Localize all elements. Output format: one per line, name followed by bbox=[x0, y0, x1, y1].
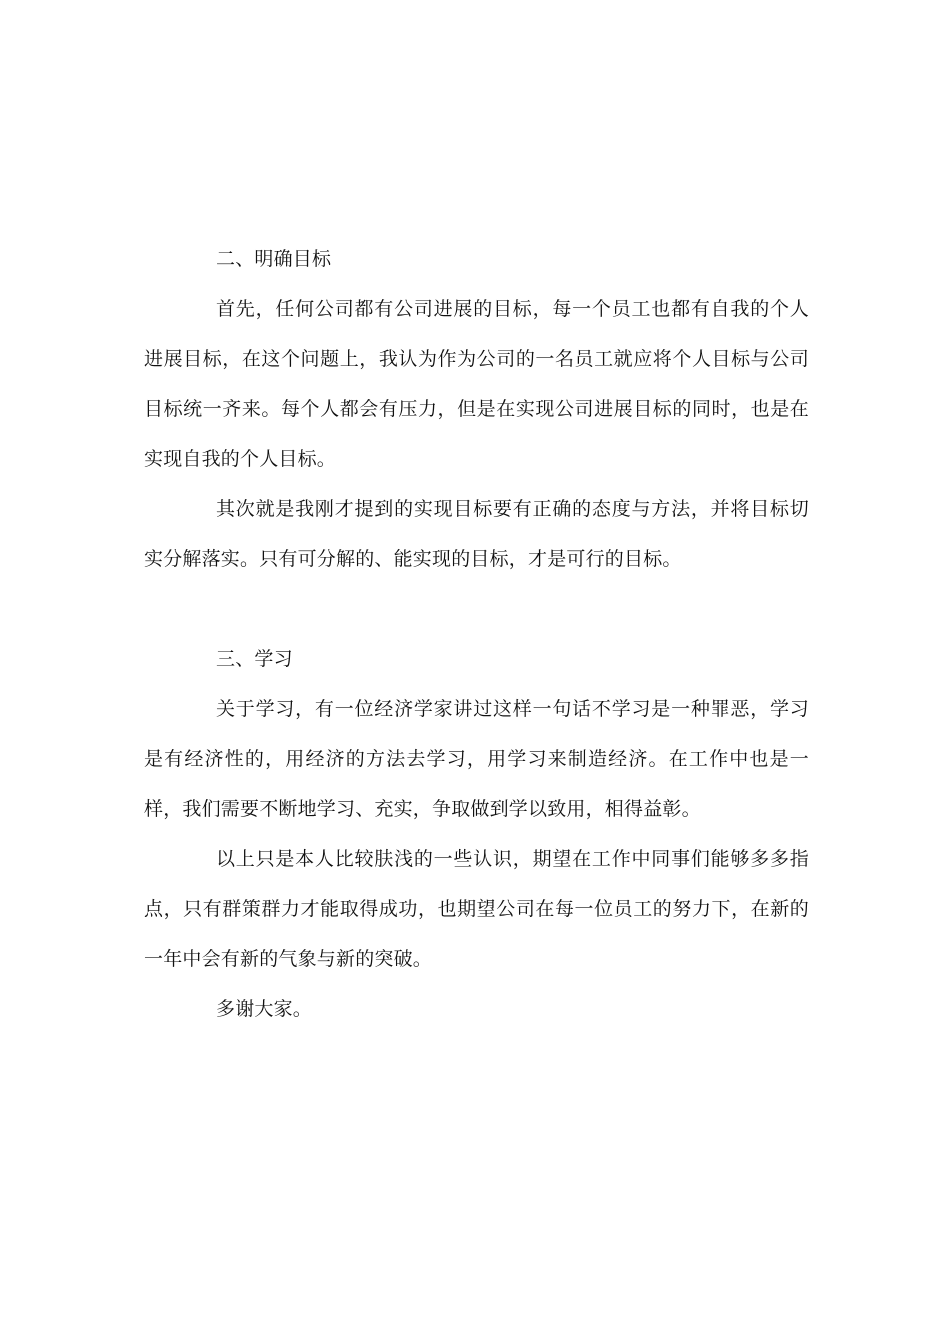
section-heading-goals: 二、明确目标 bbox=[216, 248, 332, 270]
paragraph-thanks: 多谢大家。 bbox=[216, 998, 313, 1020]
section-heading-learning: 三、学习 bbox=[216, 648, 293, 670]
document-body bbox=[144, 234, 809, 1034]
paragraph-learning-first: 关于学习，有一位经济学家讲过这样一句话不学习是一种罪恶，学习是有经济性的，用经济的方法去学习，用学习来制造经济。在工作中也是一样，我们需要不断地学习、充实，争取做到学以致用，相得益彰。 bbox=[144, 698, 809, 820]
paragraph-goals-second: 其次就是我刚才提到的实现目标要有正确的态度与方法，并将目标切实分解落实。只有可分解的、能实现的目标，才是可行的目标。 bbox=[144, 498, 809, 570]
paragraph-goals-first: 首先，任何公司都有公司进展的目标，每一个员工也都有自我的个人进展目标，在这个问题上，我认为作为公司的一名员工就应将个人目标与公司目标统一齐来。每个人都会有压力，但是在实现公司进展目标的同时，也是在实现自我的个人目标。 bbox=[144, 298, 809, 470]
section-spacer bbox=[144, 584, 809, 634]
paragraph-closing-remarks: 以上只是本人比较肤浅的一些认识，期望在工作中同事们能够多多指点，只有群策群力才能取得成功，也期望公司在每一位员工的努力下，在新的一年中会有新的气象与新的突破。 bbox=[144, 848, 809, 970]
